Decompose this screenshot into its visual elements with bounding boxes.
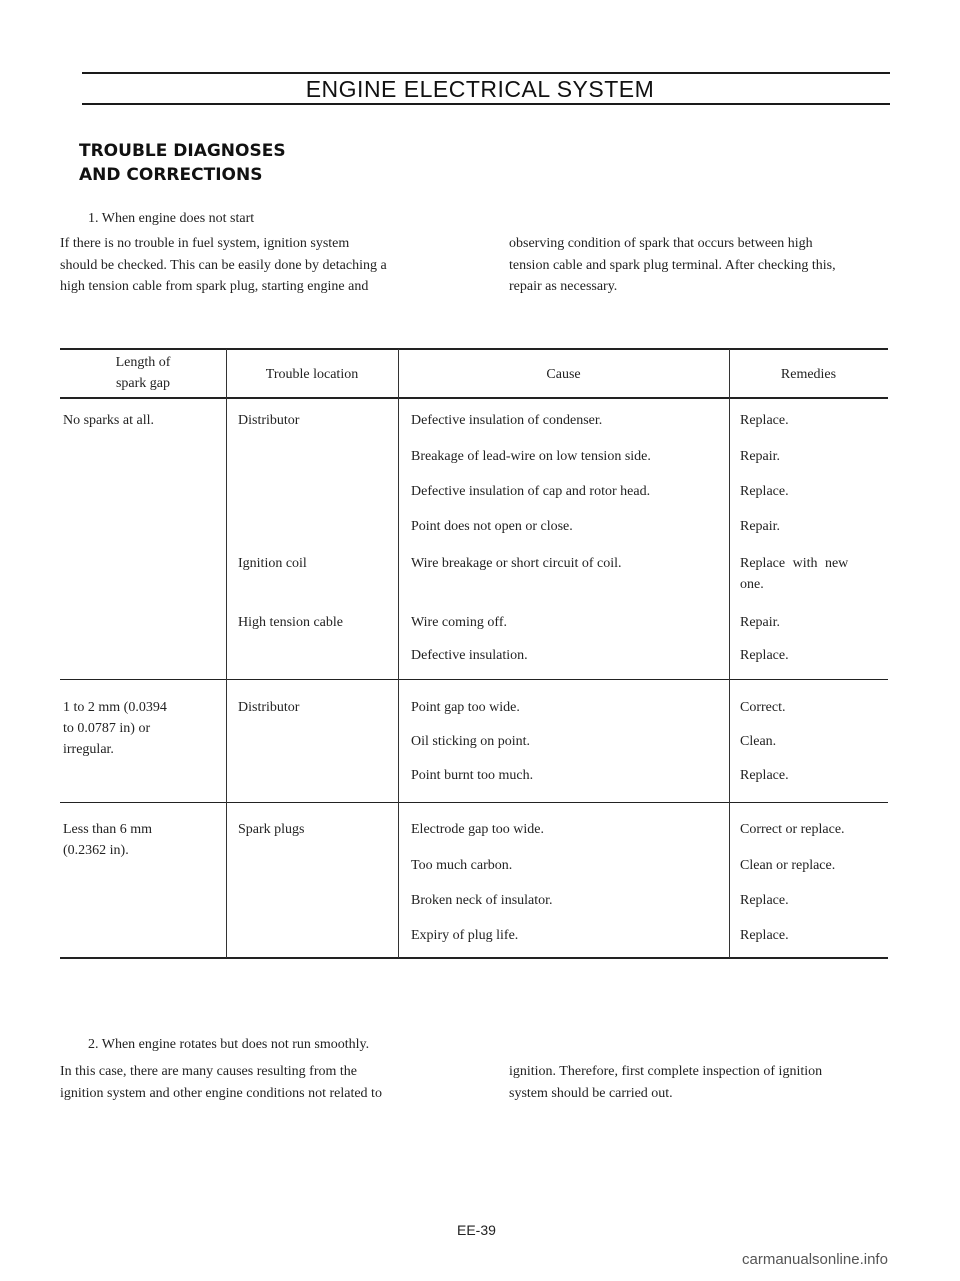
remedy-line: Replace with new xyxy=(740,556,849,571)
remedy-line: one. xyxy=(740,577,764,592)
table-cell-remedy: Correct or replace. xyxy=(740,822,845,837)
table-cell-remedy: Replace. xyxy=(740,893,789,908)
table-cell-remedy: Replace. xyxy=(740,413,789,428)
table-col-divider-2 xyxy=(398,349,399,958)
table-cell-remedy: Correct. xyxy=(740,700,786,715)
item-2-column-1 xyxy=(60,1061,462,1104)
gap-line: Less than 6 mm xyxy=(63,822,153,837)
paragraph-line: observing condition of spark that occurs between high xyxy=(509,236,813,251)
table-cell-remedy xyxy=(740,553,848,595)
paragraph-line: repair as necessary. xyxy=(509,279,618,294)
page-header-title: ENGINE ELECTRICAL SYSTEM xyxy=(305,76,655,102)
table-cell-cause: Defective insulation of cap and rotor head. xyxy=(411,484,651,499)
table-cell-remedy: Replace. xyxy=(740,768,789,783)
table-cell-remedy: Replace. xyxy=(740,484,789,499)
item-1-column-1 xyxy=(60,233,462,298)
table-cell-remedy: Repair. xyxy=(740,519,781,534)
gap-line: irregular. xyxy=(63,742,114,757)
table-cell-cause: Point burnt too much. xyxy=(411,768,534,783)
table-cell-cause: Breakage of lead-wire on low tension side. xyxy=(411,449,651,464)
table-rule-group-1 xyxy=(60,679,888,680)
table-cell-cause: Point gap too wide. xyxy=(411,700,520,715)
paragraph-line: tension cable and spark plug terminal. After checking this, xyxy=(509,257,836,273)
table-rule-top xyxy=(60,348,888,350)
table-rule-group-2 xyxy=(60,802,888,803)
table-cell-cause: Wire coming off. xyxy=(411,615,507,630)
table-cell-remedy: Clean. xyxy=(740,734,777,749)
paragraph-line: If there is no trouble in fuel system, ignition system xyxy=(60,236,350,251)
paragraph-line: should be checked. This can be easily done by detaching a xyxy=(60,257,387,273)
table-header-remedies: Remedies xyxy=(780,367,837,382)
table-header-cause: Cause xyxy=(546,367,581,382)
table-cell-cause: Electrode gap too wide. xyxy=(411,822,544,837)
paragraph-line: ignition. Therefore, first complete inspection of ignition xyxy=(509,1064,823,1079)
table-cell-cause: Point does not open or close. xyxy=(411,519,573,534)
table-col-divider-1 xyxy=(226,349,227,958)
table-header-gap xyxy=(60,352,226,394)
table-cell-gap: No sparks at all. xyxy=(63,413,154,428)
header-line: spark gap xyxy=(115,376,171,391)
header-rule-top xyxy=(82,72,890,74)
table-header-location: Trouble location xyxy=(265,367,359,382)
table-cell-gap xyxy=(63,697,167,760)
table-cell-location: High tension cable xyxy=(238,615,343,630)
table-cell-cause: Defective insulation. xyxy=(411,648,528,663)
watermark-text: carmanualsonline.info xyxy=(742,1251,888,1268)
table-cell-location: Distributor xyxy=(238,700,300,715)
table-cell-cause: Broken neck of insulator. xyxy=(411,893,553,908)
table-rule-header xyxy=(60,397,888,399)
table-cell-remedy: Replace. xyxy=(740,648,789,663)
item-2-heading: 2. When engine rotates but does not run smoothly. xyxy=(88,1037,370,1052)
item-1-heading: 1. When engine does not start xyxy=(88,211,255,226)
item-2-column-2 xyxy=(509,1061,889,1104)
header-line: Length of xyxy=(115,355,171,370)
table-cell-cause: Defective insulation of condenser. xyxy=(411,413,603,428)
table-rule-bottom xyxy=(60,957,888,959)
paragraph-line: ignition system and other engine conditions not related to xyxy=(60,1085,382,1101)
paragraph-line: system should be carried out. xyxy=(509,1085,673,1101)
table-cell-cause: Wire breakage or short circuit of coil. xyxy=(411,556,622,571)
table-cell-cause: Expiry of plug life. xyxy=(411,928,519,943)
gap-line: (0.2362 in). xyxy=(63,843,129,858)
gap-line: to 0.0787 in) or xyxy=(63,721,151,736)
table-cell-remedy: Repair. xyxy=(740,449,781,464)
table-cell-remedy: Clean or replace. xyxy=(740,858,836,873)
table-cell-remedy: Repair. xyxy=(740,615,781,630)
table-col-divider-3 xyxy=(729,349,730,958)
table-cell-remedy: Replace. xyxy=(740,928,789,943)
section-title-line-1: TROUBLE DIAGNOSES xyxy=(79,141,286,161)
table-cell-location: Ignition coil xyxy=(238,556,307,571)
paragraph-line: high tension cable from spark plug, starting engine and xyxy=(60,279,369,294)
header-rule-bottom xyxy=(82,103,890,105)
table-cell-gap xyxy=(63,819,152,861)
section-title xyxy=(79,139,286,187)
item-1-column-2 xyxy=(509,233,889,298)
table-cell-location: Distributor xyxy=(238,413,300,428)
gap-line: 1 to 2 mm (0.0394 xyxy=(63,700,167,715)
table-cell-cause: Too much carbon. xyxy=(411,858,513,873)
paragraph-line: In this case, there are many causes resulting from the xyxy=(60,1064,358,1079)
page-number: EE-39 xyxy=(457,1222,496,1238)
section-title-line-2: AND CORRECTIONS xyxy=(79,165,263,185)
table-cell-location: Spark plugs xyxy=(238,822,305,837)
table-cell-cause: Oil sticking on point. xyxy=(411,734,530,749)
